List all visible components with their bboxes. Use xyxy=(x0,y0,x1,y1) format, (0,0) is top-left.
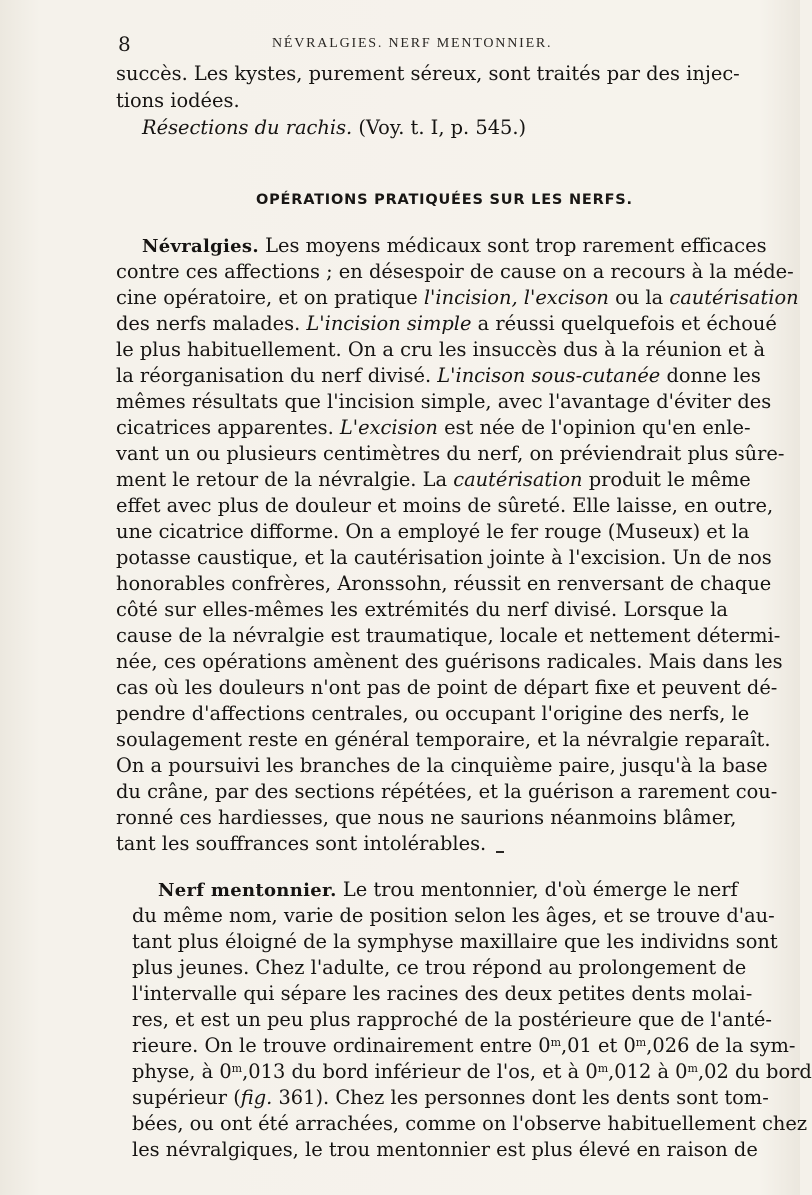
text-line: plus jeunes. Chez l'adulte, ce trou répond au prolongement de xyxy=(132,956,747,979)
runin-heading: Nerf mentonnier. xyxy=(158,880,337,901)
text-line: physe, à 0$^m$,013 du bord inférieur de l'os, et à 0$^m$,012 à 0$^m$,02 du bord xyxy=(132,1060,812,1083)
text-line: supérieur (fig. 361). Chez les personnes dont les dents sont tom- xyxy=(132,1086,769,1109)
text-line: du même nom, varie de position selon les âges, et se trouve d'au- xyxy=(132,904,775,927)
running-head xyxy=(112,30,722,54)
text-line: du crâne, par des sections répétées, et la guérison a rarement cou- xyxy=(116,780,778,803)
print-mark xyxy=(496,851,504,853)
running-title: NÉVRALGIES. NERF MENTONNIER. xyxy=(272,36,553,51)
text-line: succès. Les kystes, purement séreux, sont traités par des injec- xyxy=(116,62,740,85)
text-line: côté sur elles-mêmes les extrémités du nerf divisé. Lorsque la xyxy=(116,598,728,621)
page-number: 8 xyxy=(118,32,131,56)
text-line: Nerf mentonnier. Le trou mentonnier, d'où émerge le nerf xyxy=(158,878,738,901)
text-line: l'intervalle qui sépare les racines des deux petites dents molai- xyxy=(132,982,753,1005)
text-line: ment le retour de la névralgie. La cautérisation produit le même xyxy=(116,468,751,491)
text-line: cicatrices apparentes. L'excision est née de l'opinion qu'en enle- xyxy=(116,416,751,439)
text-line: contre ces affections ; en désespoir de cause on a recours à la méde- xyxy=(116,260,794,283)
text-line: tant les souffrances sont intolérables. xyxy=(116,832,487,855)
text-line: On a poursuivi les branches de la cinquième paire, jusqu'à la base xyxy=(116,754,768,777)
text-line: la réorganisation du nerf divisé. L'incison sous-cutanée donne les xyxy=(116,364,761,387)
text-line: soulagement reste en général temporaire, et la névralgie reparaît. xyxy=(116,728,771,751)
text-line: cine opératoire, et on pratique l'incision, l'excison ou la cautérisation xyxy=(116,286,799,309)
section-title: OPÉRATIONS PRATIQUÉES SUR LES NERFS. xyxy=(256,192,633,208)
text-line: tions iodées. xyxy=(116,89,240,112)
text-line: res, et est un peu plus rapproché de la postérieure que de l'anté- xyxy=(132,1008,772,1031)
text-line: née, ces opérations amènent des guérisons radicales. Mais dans les xyxy=(116,650,783,673)
runin-heading: Névralgies. xyxy=(142,236,259,257)
text-line: honorables confrères, Aronssohn, réussit en renversant de chaque xyxy=(116,572,772,595)
text-line: cause de la névralgie est traumatique, locale et nettement détermi- xyxy=(116,624,781,647)
text-line: tant plus éloigné de la symphyse maxillaire que les individns sont xyxy=(132,930,778,953)
text-line: une cicatrice difforme. On a employé le fer rouge (Museux) et la xyxy=(116,520,750,543)
text-line: cas où les douleurs n'ont pas de point de départ fixe et peuvent dé- xyxy=(116,676,778,699)
text-line: des nerfs malades. L'incision simple a réussi quelquefois et échoué xyxy=(116,312,777,335)
text-line: Résections du rachis. (Voy. t. I, p. 545.) xyxy=(142,116,527,139)
text-line: pendre d'affections centrales, ou occupant l'origine des nerfs, le xyxy=(116,702,750,725)
text-line: rieure. On le trouve ordinairement entre 0$^m$,01 et 0$^m$,026 de la sym- xyxy=(132,1034,796,1057)
text-line: bées, ou ont été arrachées, comme on l'observe habituellement chez xyxy=(132,1112,808,1135)
text-line: mêmes résultats que l'incision simple, avec l'avantage d'éviter des xyxy=(116,390,772,413)
text-line: ronné ces hardiesses, que nous ne saurions néanmoins blâmer, xyxy=(116,806,737,829)
text-line: vant un ou plusieurs centimètres du nerf, on préviendrait plus sûre- xyxy=(116,442,785,465)
text-line: potasse caustique, et la cautérisation jointe à l'excision. Un de nos xyxy=(116,546,772,569)
text-line: les névralgiques, le trou mentonnier est plus élevé en raison de xyxy=(132,1138,758,1161)
text-line: effet avec plus de douleur et moins de sûreté. Elle laisse, en outre, xyxy=(116,494,774,517)
text-line: Névralgies. Les moyens médicaux sont trop rarement efficaces xyxy=(142,234,767,257)
text-line: le plus habituellement. On a cru les insuccès dus à la réunion et à xyxy=(116,338,766,361)
